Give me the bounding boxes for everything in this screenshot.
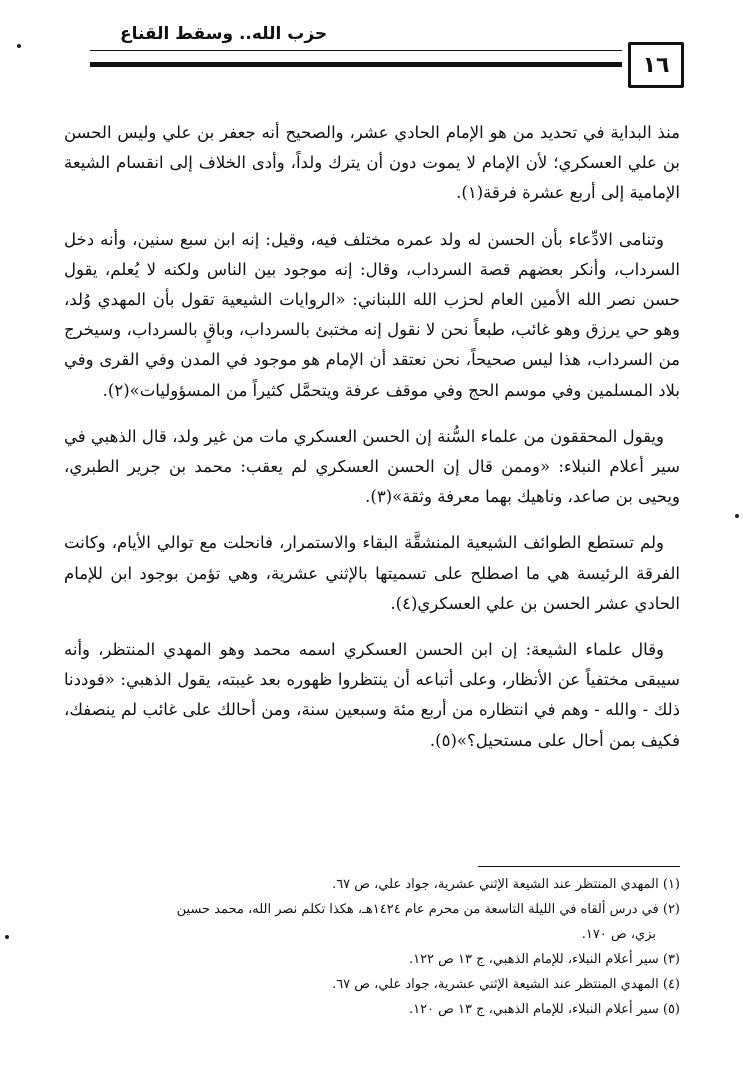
footnote-continuation: بزي، ص ١٧٠.: [581, 927, 656, 942]
page-number-box: [628, 42, 684, 88]
margin-mark: [735, 514, 739, 518]
paragraph: منذ البداية في تحديد من هو الإمام الحادي عشر، والصحيح أنه جعفر بن علي وليس الحسن بن علي العسكري؛ لأن الإمام لا يموت دون أن يترك ولداً، وأدى الخلاف إلى انقسام الشيعة الإمامية إلى أربع عشرة فرقة(١).: [64, 123, 680, 203]
margin-mark: [5, 935, 9, 939]
footnote: (١) المهدي المنتظر عند الشيعة الإثني عشرية، جواد علي، ص ٦٧.: [332, 877, 680, 892]
footnotes: [70, 872, 680, 1022]
main-text: [64, 118, 680, 772]
paragraph: وقال علماء الشيعة: إن ابن الحسن العسكري اسمه محمد وهو المهدي المنتظر، وأنه سيبقى مختفياً عن الأنظار، وعلى أتباعه أن ينتظروا ظهوره بعد غيبته، يقول الذهبي: «فوددنا ذلك - والله - وهم في انتظاره من أربع مئة وسبعين سنة، ومن أحالك على غائب لم ينصفك، فكيف بمن أحال على مستحيل؟»(٥).: [64, 640, 680, 750]
paragraph: ولم تستطع الطوائف الشيعية المنشقَّة البقاء والاستمرار، فانحلت مع توالي الأيام، وكانت الفرقة الرئيسة هي ما اصطلح على تسميتها بالإثني عشرية، وهي تؤمن بوجود ابن للإمام الحادي عشر الحسن بن علي العسكري(٤).: [64, 533, 680, 613]
footnote: (٤) المهدي المنتظر عند الشيعة الإثني عشرية، جواد علي، ص ٦٧.: [332, 977, 680, 992]
header-rule-thin: [90, 50, 622, 51]
footnote-separator: [478, 866, 680, 867]
margin-mark: [17, 44, 21, 48]
footnote: (٣) سير أعلام النبلاء، للإمام الذهبي، ج ١٣ ص ١٢٢.: [408, 952, 680, 967]
page-number: ١٦: [642, 52, 670, 78]
footnote: (٥) سير أعلام النبلاء، للإمام الذهبي، ج ١٣ ص ١٢٠.: [408, 1002, 680, 1017]
running-header-title: حزب الله.. وسقط القناع: [120, 24, 328, 44]
paragraph: ويقول المحققون من علماء السُّنة إن الحسن العسكري مات من غير ولد، قال الذهبي في سير أعلام النبلاء: «وممن قال إن الحسن العسكري لم يعقب: محمد بن جرير الطبري، ويحيى بن صاعد، وناهيك بهما معرفة وثقة»(٣).: [64, 426, 680, 507]
footnote: (٢) في درس ألقاه في الليلة التاسعة من محرم عام ١٤٢٤هـ، هكذا تكلم نصر الله، محمد حسين: [176, 902, 680, 917]
paragraph: وتنامى الادِّعاء بأن الحسن له ولد عمره مختلف فيه، وقيل: إنه ابن سبع سنين، وأنه دخل السرداب، وأنكر بعضهم قصة السرداب، وقال: إنه موجود بين الناس ولكنه لا يُعلم، يقول حسن نصر الله الأمين العام لحزب الله اللبناني: «الروايات الشيعية تقول بأن المهدي وُلد، وهو حي يرزق وهو غائب، طبعاً نحن لا نقول إنه مختبئ بالسرداب، وباقٍ بالسرداب، وسيخرج من السرداب، هذا ليس صحيحاً، نحن نعتقد أن الإمام هو موجود في المدن وفي القرى وفي بلاد المسلمين وفي موسم الحج وفي موقف عرفة ويتحمَّل كثيراً من المسؤوليات»(٢).: [64, 229, 680, 400]
header-rule-thick: [90, 62, 622, 67]
